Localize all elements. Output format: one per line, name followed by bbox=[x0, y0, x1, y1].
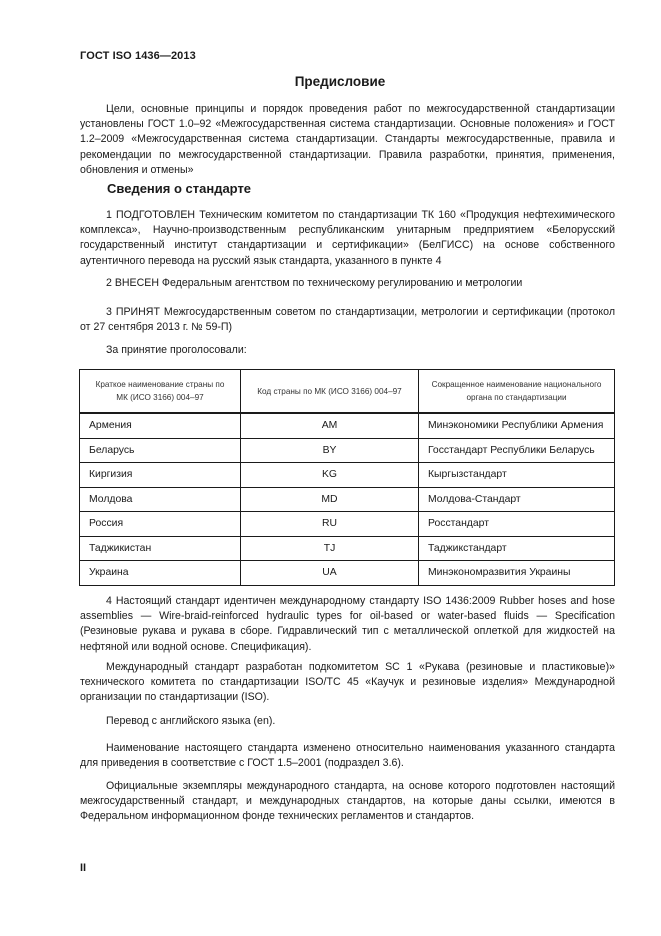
code-cell: MD bbox=[241, 487, 419, 512]
paragraph-4: 4 Настоящий стандарт идентичен международному стандарту ISO 1436:2009 Rubber hoses and hose assemblies — Wire-braid-reinforced hydraulic types for oil-based or water-based fluids — Specification (Резиновые рукава и рукава в сборе. Гидравлический тип с металлической оплеткой для жидкостей на нефтяной или водной основе. Спецификация). bbox=[80, 595, 615, 653]
code-cell: UA bbox=[241, 561, 419, 586]
voted-label: За принятие проголосовали: bbox=[106, 344, 247, 356]
standard-code: ГОСТ ISO 1436—2013 bbox=[80, 50, 196, 62]
country-cell: Молдова bbox=[80, 487, 241, 512]
header-code: Код страны по МК (ИСО 3166) 004–97 bbox=[241, 370, 419, 414]
country-cell: Армения bbox=[80, 413, 241, 438]
table-row bbox=[80, 463, 615, 488]
country-cell: Киргизия bbox=[80, 463, 241, 488]
code-cell: RU bbox=[241, 512, 419, 537]
country-cell: Беларусь bbox=[80, 438, 241, 463]
paragraph-6: Перевод с английского языка (en). bbox=[106, 715, 276, 727]
body-cell: Минэкономики Республики Армения bbox=[419, 413, 615, 438]
body-cell: Минэкономразвития Украины bbox=[419, 561, 615, 586]
page-number: II bbox=[80, 862, 87, 874]
paragraph-7: Наименование настоящего стандарта изменено относительно наименования указанного стандарта для приведения в соответствие с ГОСТ 1.5–2001 (подраздел 3.6). bbox=[80, 742, 615, 770]
code-cell: BY bbox=[241, 438, 419, 463]
countries-table bbox=[79, 369, 615, 586]
header-body: Сокращенное наименование национального органа по стандартизации bbox=[419, 370, 615, 414]
paragraph-3: 3 ПРИНЯТ Межгосударственным советом по стандартизации, метрологии и сертификации (протокол от 27 сентября 2013 г. № 59-П) bbox=[80, 306, 615, 334]
table-row bbox=[80, 487, 615, 512]
table-row bbox=[80, 413, 615, 438]
body-cell: Молдова-Стандарт bbox=[419, 487, 615, 512]
country-cell: Украина bbox=[80, 561, 241, 586]
header-country: Краткое наименование страны по МК (ИСО 3166) 004–97 bbox=[80, 370, 241, 414]
table-header-row bbox=[80, 370, 615, 414]
paragraph-8: Официальные экземпляры международного стандарта, на основе которого подготовлен настоящий межгосударственный стандарт, и международных стандартов, на которые даны ссылки, имеются в Федеральном информационном фонде технических регламентов и стандартов. bbox=[80, 780, 615, 823]
table-row bbox=[80, 536, 615, 561]
body-cell: Госстандарт Республики Беларусь bbox=[419, 438, 615, 463]
paragraph-1: 1 ПОДГОТОВЛЕН Техническим комитетом по стандартизации ТК 160 «Продукция нефтехимического комплекса», Научно-производственным республиканским унитарным предприятием «Белорусский государственный институт стандартизации и сертификации» (БелГИСС) на основе собственного аутентичного перевода на русский язык стандарта, указанного в пункте 4 bbox=[80, 209, 615, 267]
code-cell: KG bbox=[241, 463, 419, 488]
table-row bbox=[80, 512, 615, 537]
country-cell: Таджикистан bbox=[80, 536, 241, 561]
paragraph-5: Международный стандарт разработан подкомитетом SC 1 «Рукава (резиновые и пластиковые)» технического комитета по стандартизации ISO/TC 45 «Каучук и резиновые изделия» Международной организации по стандартизации (ISO). bbox=[80, 661, 615, 704]
body-cell: Таджикстандарт bbox=[419, 536, 615, 561]
page-title: Предисловие bbox=[294, 74, 386, 89]
code-cell: TJ bbox=[241, 536, 419, 561]
table-row bbox=[80, 561, 615, 586]
code-cell: AM bbox=[241, 413, 419, 438]
body-cell: Кыргызстандарт bbox=[419, 463, 615, 488]
paragraph-2: 2 ВНЕСЕН Федеральным агентством по техническому регулированию и метрологии bbox=[106, 277, 523, 289]
table-row bbox=[80, 438, 615, 463]
intro-paragraph: Цели, основные принципы и порядок проведения работ по межгосударственной стандартизации установлены ГОСТ 1.0–92 «Межгосударственная система стандартизации. Основные положения» и ГОСТ 1.2–2009 «Межгосударственная система стандартизации. Стандарты межгосударственные, правила и рекомендации по межгосударственной стандартизации. Правила разработки, принятия, применения, обновления и отмены» bbox=[80, 103, 615, 176]
country-cell: Россия bbox=[80, 512, 241, 537]
section-title: Сведения о стандарте bbox=[107, 181, 252, 196]
body-cell: Росстандарт bbox=[419, 512, 615, 537]
